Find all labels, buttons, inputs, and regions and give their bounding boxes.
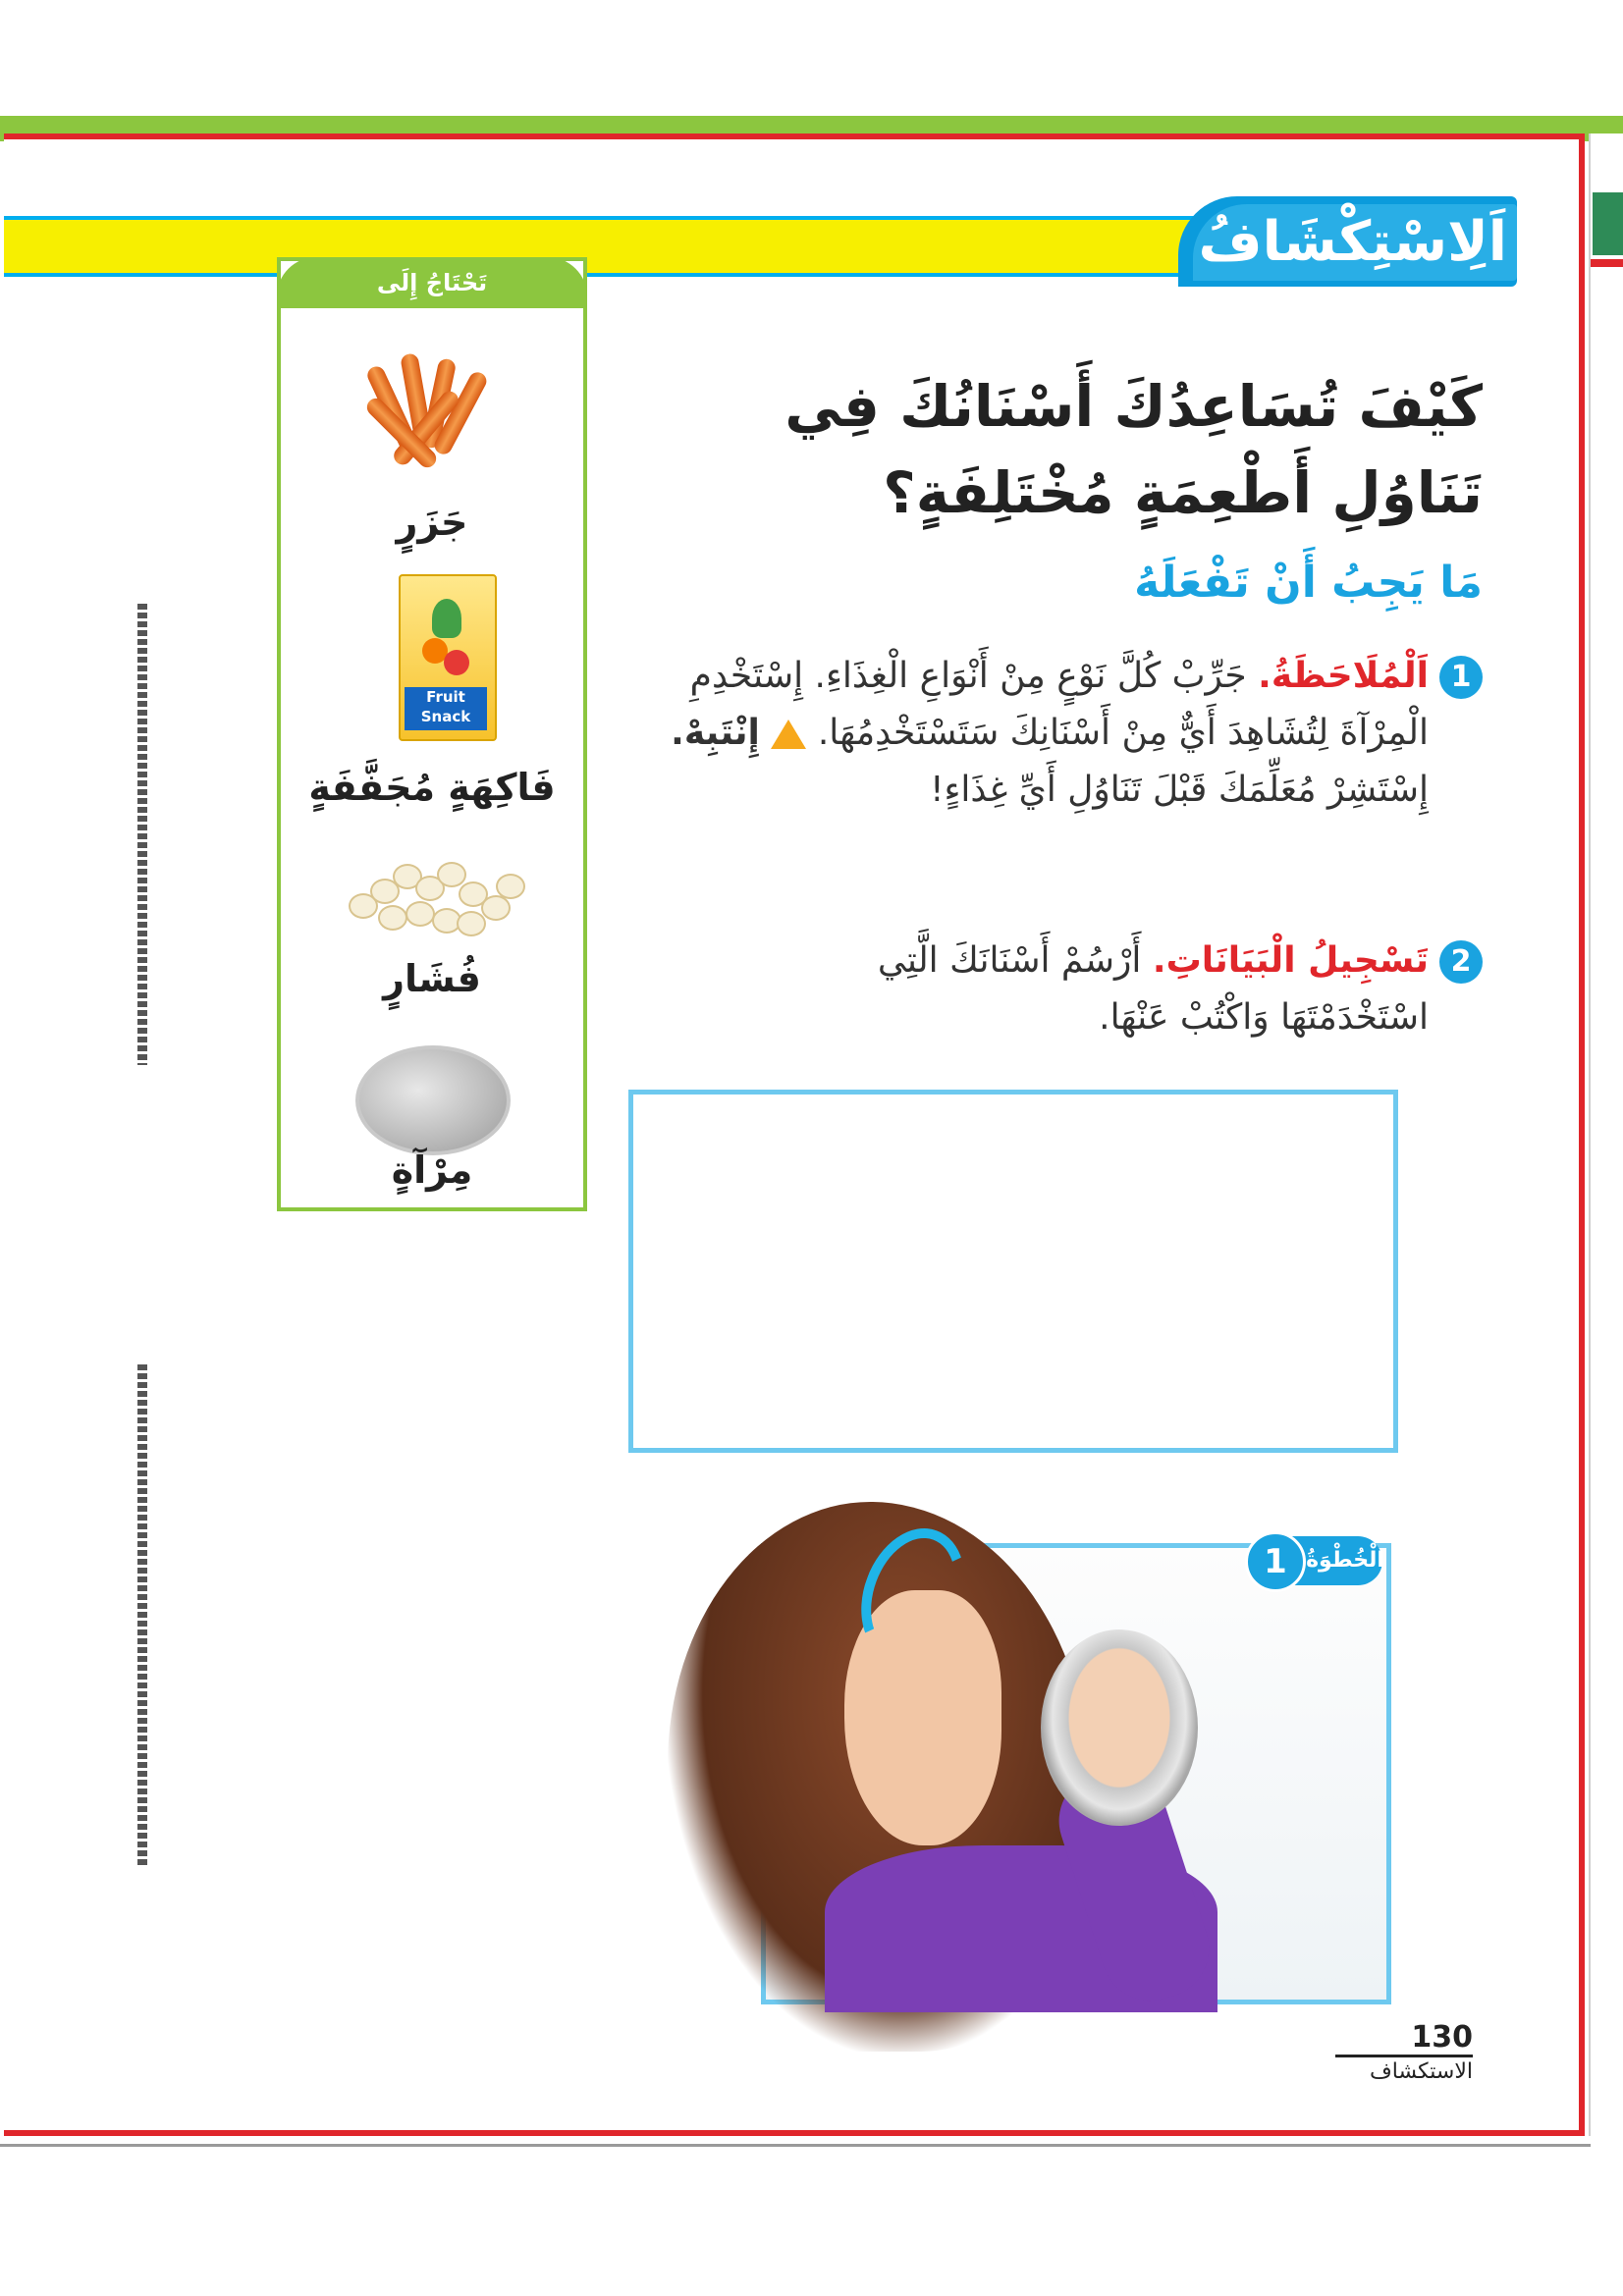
step-2-body: أَرْسُمْ أَسْنَانَكَ الَّتِي اسْتَخْدَمْتَهَا وَاكْتُبْ عَنْهَا. <box>877 940 1429 1038</box>
material-label-carrot: جَزَرٍ <box>396 501 468 544</box>
materials-title: تَحْتَاجُ إِلَى <box>376 269 488 296</box>
photo-step-badge-text: الْخُطْوَةُ <box>1306 1548 1384 1573</box>
leaves-graphic <box>432 599 461 638</box>
warning-word: إِنْتَبِهْ. <box>671 713 760 753</box>
right-edge-strip <box>1589 133 1623 2136</box>
step-number-1: 1 <box>1439 656 1483 699</box>
step-1-text <box>668 648 1429 819</box>
vertical-credit-text <box>137 1364 147 1865</box>
right-red-tab <box>1591 259 1623 267</box>
material-label-mirror: مِرْآةٍ <box>391 1148 473 1192</box>
mirror-icon <box>355 1045 511 1155</box>
step-number-2: 2 <box>1439 940 1483 984</box>
box-brand-label: Fruit Snack <box>405 687 487 730</box>
procedure-heading: مَا يَجِبُ أَنْ تَفْعَلَهُ <box>1134 558 1483 608</box>
step-1-title: اَلْمُلَاحَظَةُ. <box>1258 656 1429 696</box>
step-1-warning-body: إِسْتَشِرْ مُعَلِّمَكَ قَبْلَ تَنَاوُلِ أَيِّ غِذَاءٍ! <box>930 770 1429 810</box>
photo-step-badge-number: 1 <box>1245 1531 1306 1592</box>
section-title: اَلِاسْتِكْشَافُ <box>1198 210 1507 274</box>
step-2-text <box>844 933 1429 1046</box>
main-question: كَيْفَ تُسَاعِدُكَ أَسْنَانُكَ فِي تَنَاوُلِ أَطْعِمَةٍ مُخْتَلِفَةٍ؟ <box>784 373 1483 526</box>
hand-mirror-graphic <box>1041 1629 1198 1826</box>
page-section-label: الاستكشاف <box>1369 2059 1473 2084</box>
step-2-title: تَسْجِيلُ الْبَيَانَاتِ. <box>1152 940 1429 981</box>
step-1-body: جَرِّبْ كُلَّ نَوْعٍ مِنْ أَنْوَاعِ الْغِذَاءِ. إِسْتَخْدِمِ الْمِرْآةَ لِتُشَاهِدَ أَيٌّ مِنْ أَسْنَانِكَ سَتَسْتَخْدِمُهَا. <box>689 656 1429 753</box>
bottom-rule <box>0 2144 1591 2147</box>
drawing-answer-box[interactable] <box>628 1090 1398 1453</box>
material-label-popcorn: فُشَارٍ <box>383 957 481 1000</box>
vertical-credit-text <box>137 604 147 1065</box>
material-label-dried-fruit: فَاكِهَةٍ مُجَفَّفَةٍ <box>308 766 556 809</box>
page-number: 130 <box>1335 2020 1473 2057</box>
carrot-icon <box>363 353 501 481</box>
warning-icon <box>771 720 806 749</box>
popcorn-icon <box>339 854 525 947</box>
right-green-tab <box>1593 192 1623 255</box>
fruit-graphic <box>444 650 469 675</box>
